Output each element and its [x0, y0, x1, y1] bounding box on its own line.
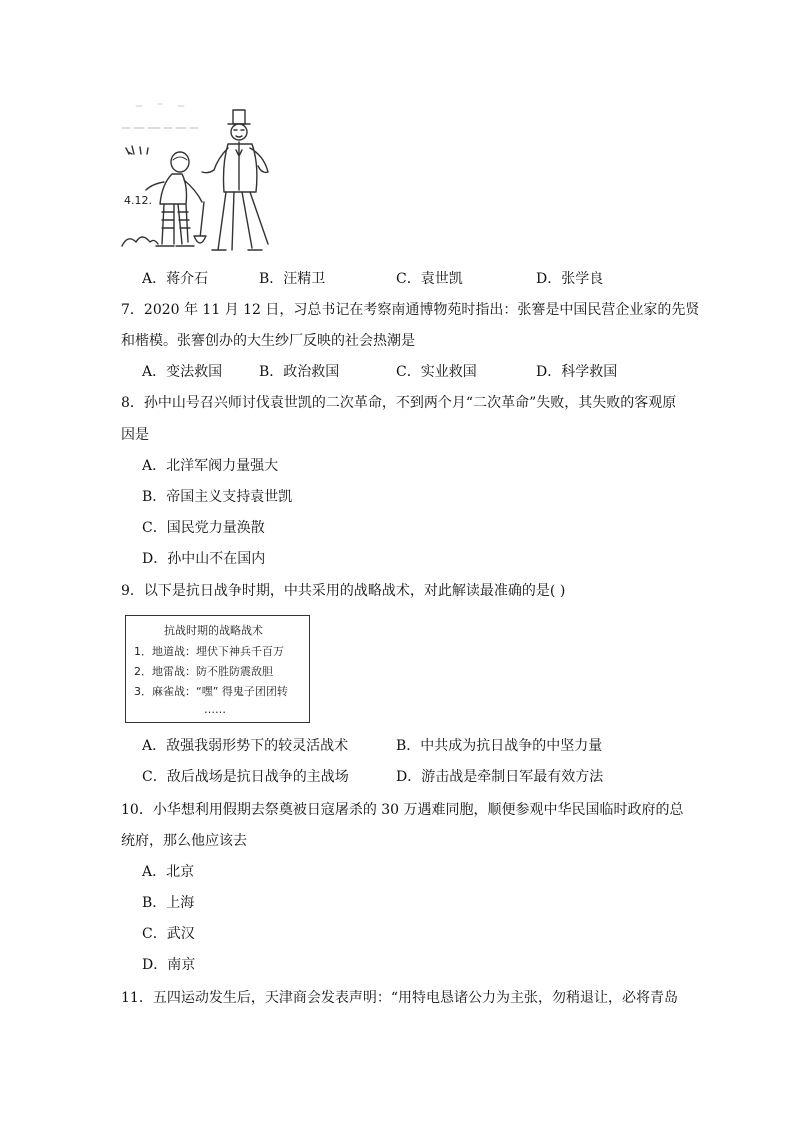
q6-option-d[interactable]: D．张学良	[536, 271, 604, 287]
q8-option-c[interactable]: C．国民党力量涣散	[142, 520, 265, 536]
q6-option-a[interactable]: A．蒋介石	[142, 271, 209, 287]
q8-option-b[interactable]: B．帝国主义支持袁世凯	[142, 489, 293, 505]
q9-strategy-box	[125, 615, 310, 723]
q7-option-d[interactable]: D．科学救国	[536, 364, 618, 380]
q7-stem-line1: 7．2020 年 11 月 12 日，习总书记在考察南通博物苑时指出：张謇是中国民营企业家的先贤	[121, 302, 700, 318]
q10-option-b[interactable]: B．上海	[142, 895, 195, 911]
q9-option-c[interactable]: C．敌后战场是抗日战争的主战场	[142, 769, 349, 785]
q9-box-title: 抗战时期的战略战术	[164, 624, 263, 637]
q6-option-c[interactable]: C．袁世凯	[396, 271, 463, 287]
q10-stem-line1: 10．小华想利用假期去祭奠被日寇屠杀的 30 万遇难同胞，顺便参观中华民国临时政府的总	[121, 802, 684, 818]
q8-stem-line2: 因是	[121, 427, 149, 443]
q9-box-item-3: 3．麻雀战：“嘿” 得鬼子团团转	[134, 685, 288, 698]
q11-stem-line1: 11．五四运动发生后，天津商会发表声明：“用特电恳诸公力为主张，勿稍退让，必将青岛	[121, 990, 678, 1006]
q9-stem-line1: 9．以下是抗日战争时期，中共采用的战略战术，对此解读最准确的是( )	[121, 583, 566, 599]
q10-option-c[interactable]: C．武汉	[142, 926, 195, 942]
q7-option-c[interactable]: C．实业救国	[396, 364, 477, 380]
q10-option-d[interactable]: D．南京	[142, 957, 196, 973]
q9-option-b[interactable]: B．中共成为抗日战争的中坚力量	[396, 738, 603, 754]
q9-box-ellipsis: ……	[204, 703, 226, 716]
q9-option-a[interactable]: A．敌强我弱形势下的较灵活战术	[142, 738, 349, 754]
q7-option-b[interactable]: B．政治救国	[259, 364, 340, 380]
q10-stem-line2: 统府，那么他应该去	[121, 833, 247, 849]
cartoon-illustration	[118, 100, 278, 258]
q10-option-a[interactable]: A．北京	[142, 864, 195, 880]
q8-option-d[interactable]: D．孙中山不在国内	[142, 551, 266, 567]
q9-box-item-1: 1．地道战：埋伏下神兵千百万	[134, 645, 284, 658]
q7-stem-line2: 和楷模。张謇创办的大生纱厂反映的社会热潮是	[121, 333, 415, 349]
q9-box-item-2: 2．地雷战：防不胜防震敌胆	[134, 665, 273, 678]
q6-option-b[interactable]: B．汪精卫	[259, 271, 326, 287]
q9-option-d[interactable]: D．游击战是牵制日军最有效方法	[396, 769, 604, 785]
q8-stem-line1: 8．孙中山号召兴师讨伐袁世凯的二次革命，不到两个月“二次革命”失败，其失败的客观原	[121, 395, 677, 411]
q8-option-a[interactable]: A．北洋军阀力量强大	[142, 458, 279, 474]
q7-option-a[interactable]: A．变法救国	[142, 364, 223, 380]
cartoon-date-label: 4.12.	[124, 194, 152, 207]
